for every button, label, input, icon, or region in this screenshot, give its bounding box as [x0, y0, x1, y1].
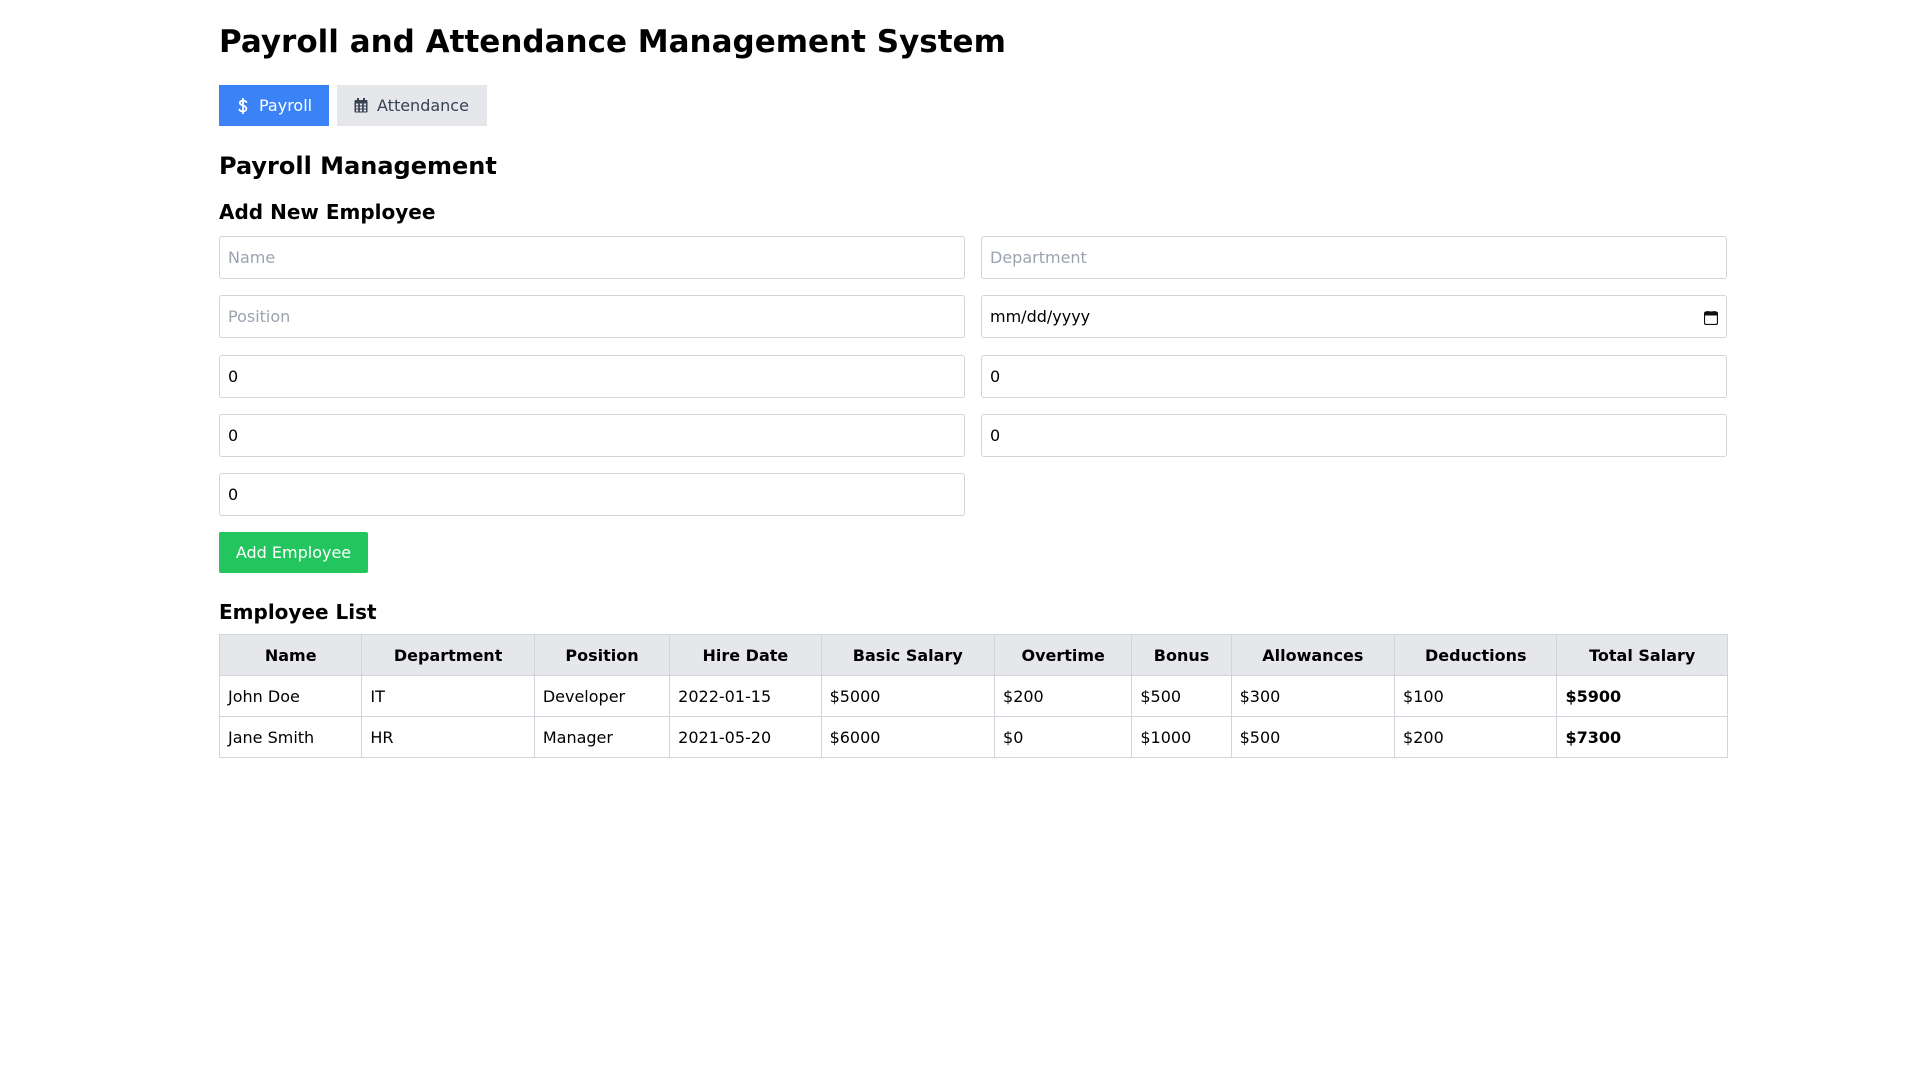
cell-basic-salary: $5000: [821, 676, 994, 717]
page-title: Payroll and Attendance Management System: [219, 24, 1006, 60]
cell-name: John Doe: [220, 676, 362, 717]
cell-bonus: $1000: [1132, 717, 1231, 758]
bonus-value: 0: [228, 426, 239, 445]
column-header-basic-salary: Basic Salary: [821, 635, 994, 676]
column-header-name: Name: [220, 635, 362, 676]
department-input[interactable]: [981, 236, 1727, 279]
cell-name: Jane Smith: [220, 717, 362, 758]
date-picker-icon[interactable]: [1704, 310, 1718, 324]
column-header-overtime: Overtime: [995, 635, 1132, 676]
tab-payroll-label: Payroll: [259, 96, 313, 115]
cell-basic-salary: $6000: [821, 717, 994, 758]
tab-payroll[interactable]: [219, 85, 329, 126]
column-header-department: Department: [362, 635, 534, 676]
hire-date-input[interactable]: [981, 295, 1727, 338]
column-header-hire-date: Hire Date: [670, 635, 821, 676]
cell-deductions: $200: [1395, 717, 1557, 758]
bonus-input[interactable]: [219, 414, 965, 457]
table-header-row: [220, 635, 1728, 676]
position-input-placeholder: Position: [228, 307, 291, 326]
table-row: [220, 676, 1728, 717]
overtime-input[interactable]: [981, 355, 1727, 398]
add-employee-title: Add New Employee: [219, 200, 436, 224]
overtime-value: 0: [990, 367, 1001, 386]
section-title: Payroll Management: [219, 152, 497, 180]
cell-total-salary: $5900: [1557, 676, 1728, 717]
basic-salary-input[interactable]: [219, 355, 965, 398]
name-input-placeholder: Name: [228, 248, 276, 267]
hire-date-value: mm/dd/yyyy: [990, 307, 1091, 326]
cell-department: HR: [362, 717, 534, 758]
tab-attendance[interactable]: [337, 85, 487, 126]
allowances-input[interactable]: [981, 414, 1727, 457]
cell-allowances: $500: [1231, 717, 1394, 758]
position-input[interactable]: [219, 295, 965, 338]
cell-total-salary: $7300: [1557, 717, 1728, 758]
cell-hire-date: 2021-05-20: [670, 717, 821, 758]
add-employee-button[interactable]: Add Employee: [219, 532, 368, 573]
cell-position: Manager: [534, 717, 669, 758]
cell-overtime: $0: [995, 717, 1132, 758]
column-header-deductions: Deductions: [1395, 635, 1557, 676]
allowances-value: 0: [990, 426, 1001, 445]
table-row: [220, 717, 1728, 758]
cell-deductions: $100: [1395, 676, 1557, 717]
column-header-position: Position: [534, 635, 669, 676]
column-header-bonus: Bonus: [1132, 635, 1231, 676]
dollar-icon: [235, 98, 251, 114]
deductions-input[interactable]: [219, 473, 965, 516]
tab-attendance-label: Attendance: [377, 96, 469, 115]
cell-hire-date: 2022-01-15: [670, 676, 821, 717]
cell-overtime: $200: [995, 676, 1132, 717]
cell-bonus: $500: [1132, 676, 1231, 717]
name-input[interactable]: [219, 236, 965, 279]
basic-salary-value: 0: [228, 367, 239, 386]
cell-allowances: $300: [1231, 676, 1394, 717]
employee-table: [219, 634, 1728, 758]
cell-department: IT: [362, 676, 534, 717]
deductions-value: 0: [228, 485, 239, 504]
tab-bar: [219, 85, 495, 126]
cell-position: Developer: [534, 676, 669, 717]
calendar-icon: [353, 98, 369, 114]
column-header-total-salary: Total Salary: [1557, 635, 1728, 676]
department-input-placeholder: Department: [990, 248, 1087, 267]
column-header-allowances: Allowances: [1231, 635, 1394, 676]
employee-list-title: Employee List: [219, 600, 377, 624]
